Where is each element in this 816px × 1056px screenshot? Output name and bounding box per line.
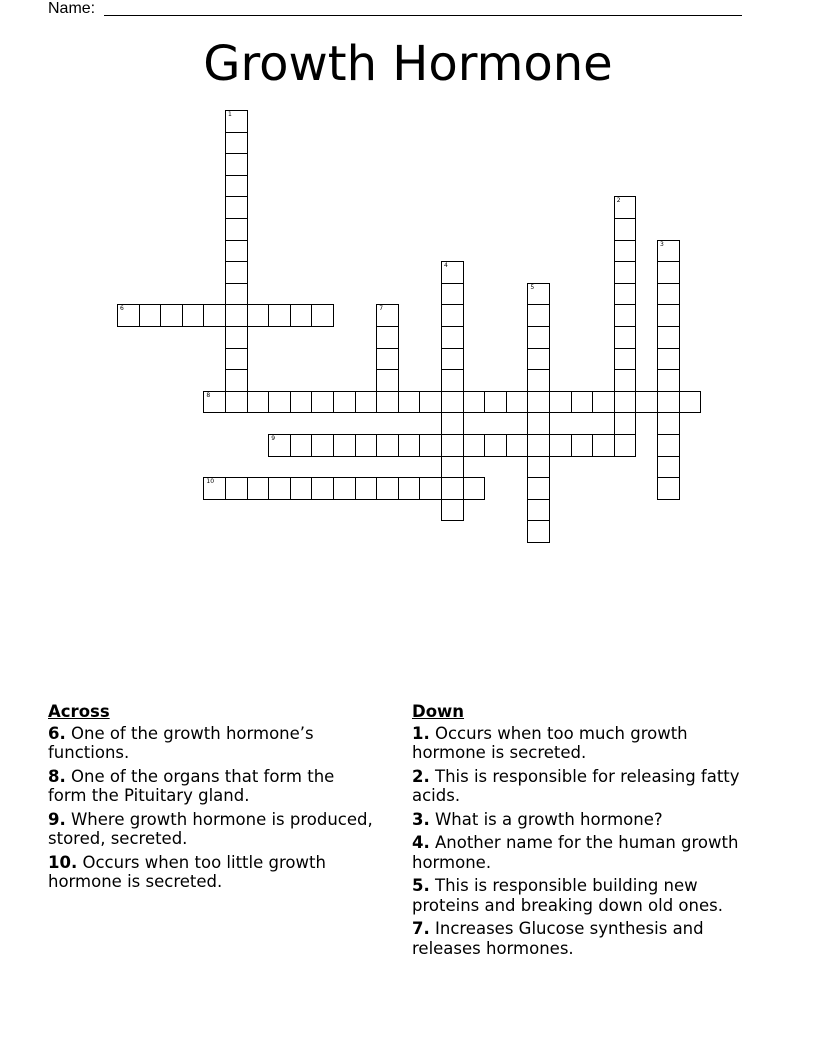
grid-cell[interactable] [311, 434, 334, 457]
grid-cell[interactable] [311, 304, 334, 327]
grid-cell[interactable] [398, 477, 421, 500]
grid-cell[interactable] [527, 348, 550, 371]
grid-cell[interactable] [376, 434, 399, 457]
grid-cell[interactable] [376, 326, 399, 349]
clue-item-text: Where growth hormone is produced, stored, secreted. [48, 809, 373, 848]
grid-cell[interactable] [160, 304, 183, 327]
grid-cell[interactable] [225, 369, 248, 392]
clue-item [48, 724, 378, 763]
grid-cell[interactable] [527, 520, 550, 543]
grid-cell[interactable] [463, 434, 486, 457]
grid-cell[interactable] [527, 412, 550, 435]
clue-item-number: 1. [412, 723, 430, 743]
down-clue-list [412, 724, 762, 959]
grid-cell[interactable] [484, 391, 507, 414]
grid-cell[interactable] [441, 283, 464, 306]
grid-cell[interactable] [203, 391, 226, 414]
grid-cell[interactable] [527, 477, 550, 500]
grid-cell[interactable] [355, 391, 378, 414]
grid-cell[interactable] [247, 391, 270, 414]
grid-cell[interactable] [225, 283, 248, 306]
clue-item-number: 2. [412, 766, 430, 786]
grid-cell[interactable] [441, 326, 464, 349]
grid-cell[interactable] [441, 369, 464, 392]
grid-cell[interactable] [527, 434, 550, 457]
grid-cell[interactable] [268, 304, 291, 327]
clue-item-number: 10. [48, 852, 78, 872]
grid-cell[interactable] [657, 240, 680, 263]
grid-cell[interactable] [182, 304, 205, 327]
clue-number: 8 [206, 391, 211, 399]
across-heading: Across [48, 702, 110, 721]
grid-cell[interactable] [398, 434, 421, 457]
grid-cell[interactable] [614, 348, 637, 371]
grid-cell[interactable] [117, 304, 140, 327]
clue-item-number: 9. [48, 809, 66, 829]
grid-cell[interactable] [527, 391, 550, 414]
grid-cell[interactable] [571, 391, 594, 414]
grid-cell[interactable] [247, 304, 270, 327]
grid-cell[interactable] [225, 153, 248, 176]
grid-cell[interactable] [203, 304, 226, 327]
grid-cell[interactable] [657, 434, 680, 457]
grid-cell[interactable] [441, 412, 464, 435]
grid-cell[interactable] [333, 391, 356, 414]
grid-cell[interactable] [527, 304, 550, 327]
grid-cell[interactable] [657, 369, 680, 392]
grid-cell[interactable] [527, 369, 550, 392]
grid-cell[interactable] [527, 499, 550, 522]
clue-number: 5 [530, 283, 535, 291]
grid-cell[interactable] [657, 348, 680, 371]
grid-cell[interactable] [441, 434, 464, 457]
grid-cell[interactable] [311, 391, 334, 414]
grid-cell[interactable] [527, 283, 550, 306]
grid-cell[interactable] [311, 477, 334, 500]
grid-cell[interactable] [592, 391, 615, 414]
grid-cell[interactable] [441, 456, 464, 479]
grid-cell[interactable] [657, 391, 680, 414]
clue-item-number: 6. [48, 723, 66, 743]
clue-item-text: This is responsible building new proteins and breaking down old ones. [412, 876, 723, 915]
clue-item [412, 919, 762, 958]
grid-cell[interactable] [268, 477, 291, 500]
grid-cell[interactable] [225, 196, 248, 219]
clue-item-text: One of the organs that form the form the Pituitary gland. [48, 766, 335, 805]
clue-number: 10 [206, 478, 215, 486]
clue-number: 1 [228, 111, 232, 118]
grid-cell[interactable] [225, 110, 248, 133]
grid-cell[interactable] [225, 326, 248, 349]
clue-item [412, 810, 762, 830]
grid-cell[interactable] [441, 499, 464, 522]
grid-cell[interactable] [614, 218, 637, 241]
clue-item [412, 767, 762, 806]
grid-cell[interactable] [225, 132, 248, 155]
grid-cell[interactable] [376, 391, 399, 414]
grid-cell[interactable] [614, 283, 637, 306]
grid-cell[interactable] [225, 261, 248, 284]
grid-cell[interactable] [333, 477, 356, 500]
grid-cell[interactable] [614, 412, 637, 435]
grid-cell[interactable] [225, 218, 248, 241]
clue-item [48, 767, 378, 806]
grid-cell[interactable] [419, 391, 442, 414]
grid-cell[interactable] [290, 477, 313, 500]
clue-item [412, 876, 762, 915]
grid-cell[interactable] [657, 283, 680, 306]
grid-cell[interactable] [225, 240, 248, 263]
grid-cell[interactable] [376, 348, 399, 371]
grid-cell[interactable] [376, 304, 399, 327]
clue-item-text: One of the growth hormone’s functions. [48, 723, 314, 762]
grid-cell[interactable] [333, 434, 356, 457]
grid-cell[interactable] [506, 434, 529, 457]
clue-item-text: What is a growth hormone? [429, 809, 663, 829]
grid-cell[interactable] [657, 477, 680, 500]
grid-cell[interactable] [441, 348, 464, 371]
grid-cell[interactable] [225, 304, 248, 327]
grid-cell[interactable] [657, 304, 680, 327]
grid-cell[interactable] [657, 326, 680, 349]
clue-item-number: 3. [412, 809, 430, 829]
clue-item-text: Another name for the human growth hormone. [412, 833, 739, 872]
grid-cell[interactable] [441, 304, 464, 327]
clue-item [412, 724, 762, 763]
clue-item-number: 4. [412, 833, 430, 852]
grid-cell[interactable] [506, 391, 529, 414]
grid-cell[interactable] [290, 304, 313, 327]
grid-cell[interactable] [527, 326, 550, 349]
grid-cell[interactable] [592, 434, 615, 457]
clue-item-text: Occurs when too little growth hormone is secreted. [48, 852, 326, 891]
grid-cell[interactable] [657, 261, 680, 284]
clue-item-text: Increases Glucose synthesis and releases hormones. [412, 919, 704, 958]
grid-cell[interactable] [571, 434, 594, 457]
grid-cell[interactable] [290, 391, 313, 414]
grid-cell[interactable] [549, 391, 572, 414]
grid-cell[interactable] [268, 391, 291, 414]
grid-cell[interactable] [225, 348, 248, 371]
grid-cell[interactable] [614, 369, 637, 392]
down-heading: Down [412, 702, 465, 721]
clue-item-number: 8. [48, 766, 66, 786]
grid-cell[interactable] [419, 434, 442, 457]
grid-cell[interactable] [268, 434, 291, 457]
name-label: Name: [48, 0, 96, 17]
clue-item-number: 7. [412, 919, 430, 938]
grid-cell[interactable] [225, 477, 248, 500]
clue-item [412, 833, 762, 872]
clue-item-number: 5. [412, 876, 430, 895]
grid-cell[interactable] [549, 434, 572, 457]
grid-cell[interactable] [441, 391, 464, 414]
clue-number: 9 [271, 435, 276, 442]
grid-cell[interactable] [614, 261, 637, 284]
grid-cell[interactable] [247, 477, 270, 500]
grid-cell[interactable] [376, 369, 399, 392]
grid-cell[interactable] [398, 391, 421, 414]
grid-cell[interactable] [463, 477, 486, 500]
grid-cell[interactable] [614, 196, 637, 219]
grid-cell[interactable] [614, 391, 637, 414]
grid-cell[interactable] [376, 477, 399, 500]
grid-cell[interactable] [614, 326, 637, 349]
grid-cell[interactable] [225, 175, 248, 198]
grid-cell[interactable] [463, 391, 486, 414]
clue-number: 3 [660, 240, 664, 248]
clue-item [48, 810, 378, 849]
grid-cell[interactable] [203, 477, 226, 500]
grid-cell[interactable] [355, 477, 378, 500]
clue-item [48, 853, 378, 892]
grid-cell[interactable] [139, 304, 162, 327]
grid-cell[interactable] [614, 304, 637, 327]
grid-cell[interactable] [290, 434, 313, 457]
grid-cell[interactable] [614, 240, 637, 263]
grid-cell[interactable] [635, 391, 658, 414]
grid-cell[interactable] [419, 477, 442, 500]
grid-cell[interactable] [657, 412, 680, 435]
clue-number: 6 [120, 305, 124, 313]
clue-number: 7 [379, 305, 384, 313]
across-clue-list [48, 724, 378, 892]
clue-number: 4 [444, 262, 448, 270]
grid-cell[interactable] [484, 434, 507, 457]
puzzle-title: Growth Hormone [203, 36, 613, 92]
across-clues [48, 702, 378, 896]
grid-cell[interactable] [657, 456, 680, 479]
grid-cell[interactable] [441, 477, 464, 500]
grid-cell[interactable] [527, 456, 550, 479]
down-clues [412, 702, 762, 962]
clue-item-text: Occurs when too much growth hormone is secreted. [412, 723, 688, 762]
grid-cell[interactable] [679, 391, 702, 414]
clue-number: 2 [616, 197, 621, 205]
clue-item-text: This is responsible for releasing fatty acids. [412, 766, 740, 805]
grid-cell[interactable] [225, 391, 248, 414]
grid-cell[interactable] [355, 434, 378, 457]
grid-cell[interactable] [441, 261, 464, 284]
grid-cell[interactable] [614, 434, 637, 457]
